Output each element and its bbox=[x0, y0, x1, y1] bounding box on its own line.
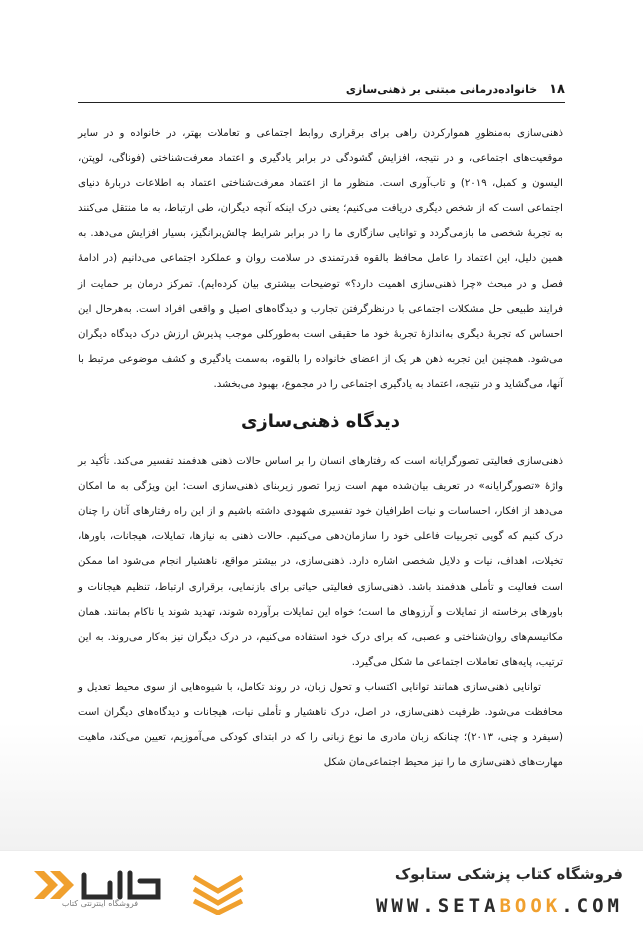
chevron-mark-icon bbox=[190, 871, 246, 915]
logo-caption: فروشگاه اینترنتی کتاب bbox=[61, 899, 139, 908]
url-prefix: WWW.SETA bbox=[375, 895, 500, 917]
page-content bbox=[78, 121, 563, 775]
url-highlight: BOOK bbox=[499, 895, 562, 917]
store-name: فروشگاه کتاب پزشکی ستابوک bbox=[394, 865, 623, 883]
paragraph-development: توانایی ذهنی‌سازی همانند توانایی اکتساب و تحول زبان، در روند تکامل، با شیوه‌هایی از سوی محیط تعدیل و محافظت می‌شود. ظرفیت ذهنی‌سازی، در اصل، درک ناهشیار و تأملی نیات، هیجانات و دیدگاه‌های دیگران است (سیفرد و چنی، ۲۰۱۳)؛ چنانکه زبان مادری ما نوع زبانی را که در ابتدای کودکی می‌آموزیم، تعیین می‌کند، ماهیت مهارت‌های ذهنی‌سازی ما را نیز محیط اجتماعی‌مان شکل bbox=[78, 681, 563, 769]
store-banner bbox=[0, 850, 643, 927]
page-number: ۱۸ bbox=[549, 82, 565, 97]
url-suffix: .COM bbox=[561, 895, 623, 917]
section-title: دیدگاه ذهنی‌سازی bbox=[240, 411, 401, 433]
paragraph-definition: ذهنی‌سازی فعالیتی تصورگرایانه است که رفتارهای انسان را بر اساس حالات ذهنی هدفمند تفسیر می‌کند. تأکید بر واژهٔ «تصورگرایانه» در تعریف بیان‌شده مهم است زیرا تصور زیربنای ذهنی‌سازی است: این ویژگی به ما امکان می‌دهد از افکار، احساسات و نیات اطرافیان خود تفسیری شهودی داشته باشیم و از این راه رفتارهای آنان را چنان درک کنیم که گویی تجربیات فاعلی خود را سازمان‌دهی می‌کنیم. حالات ذهنی به نیازها، تمایلات، هیجانات، باورها، تخیلات، اهداف، نیات و دلایل شخصی اشاره دارد. ذهنی‌سازی، در بیشتر مواقع، ناهشیار انجام می‌شود اما ممکن است فعالیت و تأملی هدفمند باشد. ذهنی‌سازی فعالیتی حیاتی برای بازنمایی، برقراری ارتباط، تنظیم هیجانات و باورهای برخاسته از تمایلات و آرزوهای ما است؛ خواه این تمایلات برآورده شوند، تهدید شوند یا ناکام بمانند. همان مکانیسم‌های روان‌شناختی و عصبی، که برای درک خود استفاده می‌کنیم، در درک دیگران نیز به‌کار می‌روند. به این ترتیب، پایه‌های تعاملات اجتماعی ما شکل می‌گیرد. bbox=[78, 456, 563, 668]
store-url[interactable] bbox=[376, 895, 623, 917]
setabook-logo[interactable] bbox=[28, 865, 178, 921]
paragraph-intro: ذهنی‌سازی به‌منظورِ هموارکردن راهی برای برقراری روابط اجتماعی و تعاملات بهتر، در خانواده و در سایر موقعیت‌های اجتماعی، و در نتیجه، افزایش گشودگی در برابر یادگیری و اعتماد معرفت‌شناختی (فوناگی، لوپتن، الیسون و کمبل، ۲۰۱۹) و تاب‌آوری است. منظور ما از اعتماد معرفت‌شناختی اعتماد به اطلاعات دربارهٔ دنیای اجتماعی است که از شخص دیگری دریافت می‌کنیم؛ یعنی درک اینکه آنچه دیگران، طی ارتباط، به ما منتقل می‌کنند به تجربهٔ شخصی ما بازمی‌گردد و توانایی سازگاری ما را در برابر شرایط چالش‌برانگیز، بسیار افزایش می‌دهد. به همین دلیل، این اعتماد را عامل محافظ بالقوه قدرتمندی در سلامت روان و عملکرد اجتماعی می‌دانیم (در ادامهٔ فصل و در مبحث «چرا ذهنی‌سازی اهمیت دارد؟» توضیحات بیشتری بیان کرده‌ایم). تمرکز درمان بر حمایت از فرایند طبیعی حل مشکلات اجتماعی با درنظرگرفتن تجارب و دیدگاه‌های اصیل و واقعی افراد است. به‌هرحال این احساس که تجربهٔ دیگری به‌اندازهٔ تجربهٔ خود ما حقیقی است به‌طورکلی موجب پذیرش ارزش درک دیدگاه دیگران می‌شود. همچنین این تجربه ذهن هر یک از اعضای خانواده را بالقوه، به‌سمت یادگیری و کشف موضوعی مرتبط با آنها، می‌گشاید و در نتیجه، اعتماد به یادگیری اجتماعی را در مجموع، بهبود می‌بخشد. bbox=[78, 128, 563, 390]
running-title: خانواده‌درمانی مبتنی بر ذهنی‌سازی bbox=[345, 83, 538, 96]
page-header bbox=[78, 82, 565, 103]
